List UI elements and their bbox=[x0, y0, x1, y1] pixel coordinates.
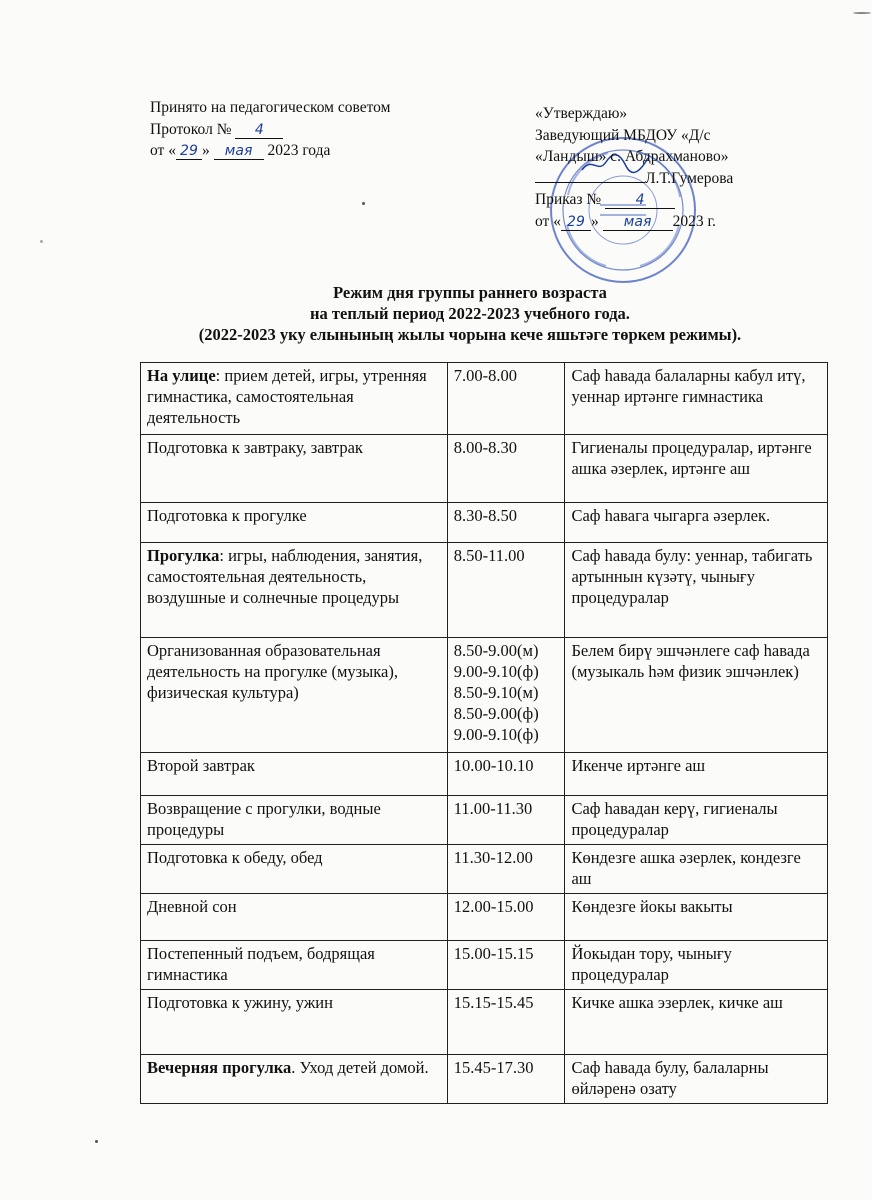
head-name: Л.Т.Гумерова bbox=[645, 169, 734, 187]
approve-block bbox=[535, 103, 733, 232]
schedule-row bbox=[141, 638, 828, 753]
approve-heading: «Утверждаю» bbox=[535, 105, 628, 122]
schedule-row bbox=[141, 543, 828, 638]
tatar-cell: Саф һавада балаларны кабул итү, уеннар иртәнге гимнастика bbox=[565, 363, 828, 435]
activity-bold: Вечерняя прогулка bbox=[147, 1058, 292, 1077]
activity-cell bbox=[141, 363, 448, 435]
title-line-2: на теплый период 2022-2023 учебного года. bbox=[310, 304, 630, 323]
schedule-row bbox=[141, 435, 828, 503]
activity-cell bbox=[141, 1055, 448, 1104]
page-title bbox=[120, 282, 820, 345]
time-cell: 7.00-8.00 bbox=[447, 363, 565, 435]
time-cell: 15.45-17.30 bbox=[447, 1055, 565, 1104]
protocol-number: 4 bbox=[235, 122, 283, 139]
schedule-row bbox=[141, 753, 828, 796]
approval-date-month: мая bbox=[214, 143, 264, 160]
activity-text: Подготовка к прогулке bbox=[147, 506, 307, 525]
approval-line: Принято на педагогическом советом bbox=[150, 99, 391, 116]
tatar-cell: Көндезге йокы вакыты bbox=[565, 894, 828, 941]
activity-text: Подготовка к обеду, обед bbox=[147, 848, 323, 867]
schedule-row bbox=[141, 1055, 828, 1104]
tatar-cell: Көндезге ашка әзерлек, кондезге аш bbox=[565, 845, 828, 894]
protocol-line bbox=[150, 119, 390, 141]
approval-block bbox=[150, 97, 390, 162]
activity-text: : прием детей, игры, утренняя гимнастика, самостоятельная деятельность bbox=[147, 366, 427, 427]
time-cell: 15.00-15.15 bbox=[447, 941, 565, 990]
tatar-cell: Белем бирү эшчәнлеге саф һавада (музыкаль һәм физик эшчәнлек) bbox=[565, 638, 828, 753]
approval-date-day: 29 bbox=[176, 143, 202, 160]
tatar-cell: Икенче иртәнге аш bbox=[565, 753, 828, 796]
activity-cell bbox=[141, 638, 448, 753]
order-label: Приказ № bbox=[535, 191, 602, 208]
approval-date-line: от « 29 » мая 2023 года bbox=[150, 142, 331, 159]
schedule-row bbox=[141, 990, 828, 1055]
schedule-row bbox=[141, 894, 828, 941]
title-line-1: Режим дня группы раннего возраста bbox=[333, 283, 607, 302]
tatar-cell: Саф һавада булу: уеннар, табигать артыннын күзәтү, чынығу процедуралар bbox=[565, 543, 828, 638]
activity-cell bbox=[141, 845, 448, 894]
time-cell: 8.30-8.50 bbox=[447, 503, 565, 543]
tatar-cell: Гигиеналы процедуралар, иртәнге ашка әзерлек, иртәнге аш bbox=[565, 435, 828, 503]
activity-cell bbox=[141, 941, 448, 990]
activity-cell bbox=[141, 753, 448, 796]
tatar-cell: Кичке ашка эзерлек, кичке аш bbox=[565, 990, 828, 1055]
protocol-label: Протокол № bbox=[150, 120, 232, 138]
approve-date-month: мая bbox=[603, 214, 673, 231]
time-cell: 8.50-9.00(м) 9.00-9.10(ф) 8.50-9.10(м) 8.50-9.00(ф) 9.00-9.10(ф) bbox=[447, 638, 565, 753]
activity-text: Подготовка к ужину, ужин bbox=[147, 993, 333, 1012]
approve-position: Заведующий МБДОУ «Д/с bbox=[535, 126, 711, 144]
time-cell: 8.00-8.30 bbox=[447, 435, 565, 503]
tatar-cell: Саф һавага чыгарга әзерлек. bbox=[565, 503, 828, 543]
activity-text: Возвращение с прогулки, водные процедуры bbox=[147, 799, 381, 839]
tatar-cell: Йокыдан тору, чынығу процедуралар bbox=[565, 941, 828, 990]
time-cell: 15.15-15.45 bbox=[447, 990, 565, 1055]
order-line bbox=[535, 189, 733, 211]
time-cell: 8.50-11.00 bbox=[447, 543, 565, 638]
title-line-3: (2022-2023 уку елынының жылы чорына кече яшьтәге төркем режимы). bbox=[198, 325, 742, 344]
order-number: 4 bbox=[605, 192, 675, 209]
activity-cell bbox=[141, 543, 448, 638]
activity-text: Второй завтрак bbox=[147, 756, 255, 775]
activity-text: : игры, наблюдения, занятия, самостоятельная деятельность, воздушные и солнечные процедуры bbox=[147, 546, 423, 607]
activity-cell bbox=[141, 990, 448, 1055]
activity-text: Дневной сон bbox=[147, 897, 237, 916]
activity-cell bbox=[141, 796, 448, 845]
schedule-table bbox=[140, 362, 828, 1104]
approve-date-day: 29 bbox=[561, 214, 591, 231]
time-cell: 10.00-10.10 bbox=[447, 753, 565, 796]
tatar-cell: Саф һавадан керү, гигиеналы процедуралар bbox=[565, 796, 828, 845]
activity-text: Организованная образовательная деятельность на прогулке (музыка), физическая культура) bbox=[147, 641, 398, 702]
activity-text: Подготовка к завтраку, завтрак bbox=[147, 438, 363, 457]
activity-text: . Уход детей домой. bbox=[291, 1058, 429, 1077]
activity-cell bbox=[141, 435, 448, 503]
approve-date-line: от « 29 » мая 2023 г. bbox=[535, 212, 716, 230]
schedule-row bbox=[141, 845, 828, 894]
activity-bold: Прогулка bbox=[147, 546, 220, 565]
schedule-row bbox=[141, 796, 828, 845]
time-cell: 11.00-11.30 bbox=[447, 796, 565, 845]
schedule-row bbox=[141, 503, 828, 543]
activity-text: Постепенный подъем, бодрящая гимнастика bbox=[147, 944, 375, 984]
approve-org: «Ландыш» с. Абдрахманово» bbox=[535, 148, 729, 165]
activity-cell bbox=[141, 894, 448, 941]
activity-cell bbox=[141, 503, 448, 543]
time-cell: 11.30-12.00 bbox=[447, 845, 565, 894]
approve-head-line bbox=[535, 168, 733, 190]
activity-bold: На улице bbox=[147, 366, 216, 385]
tatar-cell: Саф һавада булу, балаларны өйләренә озату bbox=[565, 1055, 828, 1104]
schedule-row bbox=[141, 363, 828, 435]
time-cell: 12.00-15.00 bbox=[447, 894, 565, 941]
schedule-row bbox=[141, 941, 828, 990]
